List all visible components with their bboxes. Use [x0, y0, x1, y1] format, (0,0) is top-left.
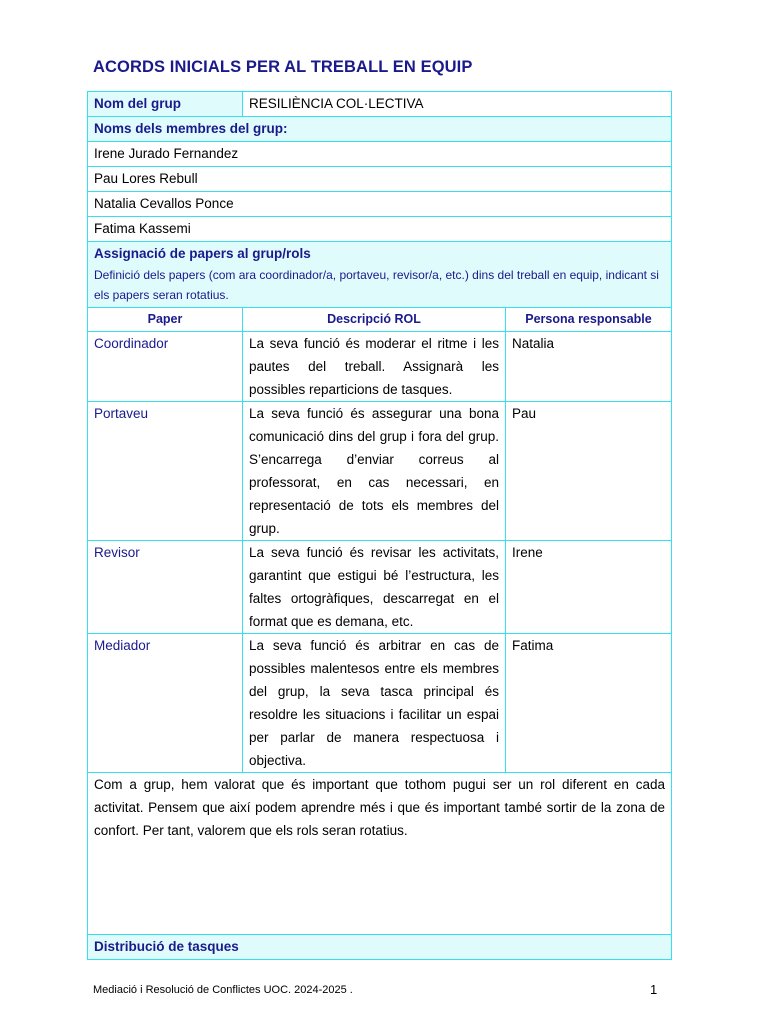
role-person: Fatima	[506, 634, 672, 773]
member-name: Fatima Kassemi	[88, 217, 672, 242]
group-name-value: RESILIÈNCIA COL·LECTIVA	[243, 92, 672, 117]
role-description: La seva funció és assegurar una bona comunicació dins del grup i fora del grup. S’encarrega d’enviar correus al professorat, en cas necessari, en representació de tots els membres del grup.	[243, 402, 506, 541]
member-name: Natalia Cevallos Ponce	[88, 192, 672, 217]
roles-description: Definició dels papers (com ara coordinador/a, portaveu, revisor/a, etc.) dins del treball en equip, indicant si els papers seran rotatius.	[94, 268, 659, 302]
document-title: ACORDS INICIALS PER AL TREBALL EN EQUIP	[93, 58, 473, 76]
roles-heading: Assignació de papers al grup/rols	[94, 246, 311, 261]
page-number: 1	[650, 982, 658, 997]
footer-text: Mediació i Resolució de Conflictes UOC. 2024-2025 .	[93, 984, 353, 996]
role-name: Revisor	[88, 541, 243, 634]
role-person: Irene	[506, 541, 672, 634]
role-description: La seva funció és revisar les activitats, garantint que estigui bé l’estructura, les faltes ortogràfiques, descarregat en el format que es demana, etc.	[243, 541, 506, 634]
tasks-heading: Distribució de tasques	[88, 935, 672, 960]
role-person: Pau	[506, 402, 672, 541]
column-header-role: Paper	[88, 308, 243, 332]
role-description: La seva funció és moderar el ritme i les pautes del treball. Assignarà les possibles reparticions de tasques.	[243, 332, 506, 402]
members-heading: Noms dels membres del grup:	[88, 117, 672, 142]
table-row	[88, 634, 672, 773]
table-row	[88, 541, 672, 634]
table-row	[88, 402, 672, 541]
agreement-table	[87, 91, 671, 960]
group-name-label: Nom del grup	[88, 92, 243, 117]
column-header-person: Persona responsable	[506, 308, 672, 332]
member-name: Pau Lores Rebull	[88, 167, 672, 192]
member-name: Irene Jurado Fernandez	[88, 142, 672, 167]
table-row	[88, 332, 672, 402]
column-header-description: Descripció ROL	[243, 308, 506, 332]
role-name: Portaveu	[88, 402, 243, 541]
role-name: Mediador	[88, 634, 243, 773]
role-name: Coordinador	[88, 332, 243, 402]
role-description: La seva funció és arbitrar en cas de possibles malentesos entre els membres del grup, la seva tasca principal és resoldre les situacions i facilitar un espai per parlar de manera respectuosa i objectiva.	[243, 634, 506, 773]
roles-note: Com a grup, hem valorat que és important que tothom pugui ser un rol diferent en cada activitat. Pensem que així podem aprendre més i que és important també sortir de la zona de confort. Per tant, valorem que els rols seran rotatius.	[88, 773, 672, 935]
role-person: Natalia	[506, 332, 672, 402]
